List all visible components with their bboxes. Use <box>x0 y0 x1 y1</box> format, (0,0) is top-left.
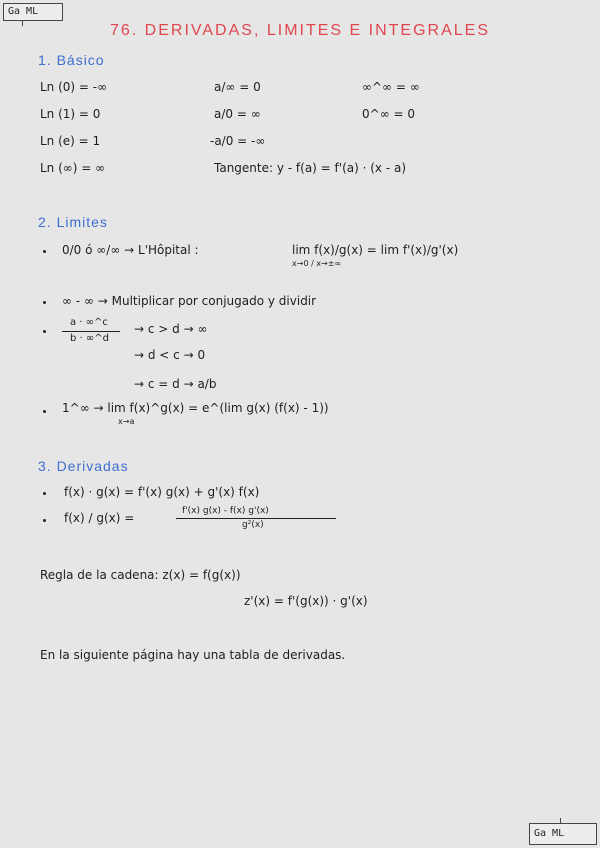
author-tag-text: Ga ML <box>8 6 39 17</box>
limit-ratio-numerator: a · ∞^c <box>70 317 108 328</box>
basic-formula: Ln (∞) = ∞ <box>40 161 106 175</box>
limit-ratio-denominator: b · ∞^d <box>70 333 109 344</box>
bullet <box>43 410 46 413</box>
product-rule: f(x) · g(x) = f'(x) g(x) + g'(x) f(x) <box>64 485 260 499</box>
basic-formula: a/∞ = 0 <box>214 80 261 94</box>
basic-formula: ∞^∞ = ∞ <box>362 80 420 94</box>
quotient-rule-left: f(x) / g(x) = <box>64 511 135 525</box>
tag-tick <box>560 818 561 824</box>
limit-conjugate: ∞ - ∞ → Multiplicar por conjugado y dividir <box>62 294 317 308</box>
basic-formula: Ln (0) = -∞ <box>40 80 108 94</box>
basic-formula: 0^∞ = 0 <box>362 107 416 121</box>
basic-formula: -a/0 = -∞ <box>210 134 266 148</box>
bullet <box>43 492 46 495</box>
author-tag-text: Ga ML <box>534 828 565 839</box>
basic-formula: Ln (1) = 0 <box>40 107 101 121</box>
section-heading-derivatives: 3. Derivadas <box>38 458 129 474</box>
basic-formula: a/0 = ∞ <box>214 107 261 121</box>
derivatives-table-note: En la siguiente página hay una tabla de derivadas. <box>40 648 346 662</box>
limit-lhopital: 0/0 ó ∞/∞ → L'Hôpital : <box>62 243 199 257</box>
section-heading-limits: 2. Limites <box>38 214 108 230</box>
author-tag-top <box>3 3 63 21</box>
page-title: 76. DERIVADAS, LIMITES E INTEGRALES <box>109 22 490 39</box>
bullet <box>43 250 46 253</box>
limit-case: → c > d → ∞ <box>134 322 208 336</box>
limit-one-to-infinity: 1^∞ → lim f(x)^g(x) = e^(lim g(x) (f(x) - 1)) <box>62 401 329 415</box>
tangent-formula: Tangente: y - f(a) = f'(a) · (x - a) <box>214 161 406 175</box>
fraction-line <box>62 331 120 332</box>
limit-case: → c = d → a/b <box>134 377 217 391</box>
chain-rule-result: z'(x) = f'(g(x)) · g'(x) <box>244 594 368 608</box>
fraction-line <box>176 518 336 519</box>
chain-rule-label: Regla de la cadena: z(x) = f(g(x)) <box>40 568 241 582</box>
author-tag-bottom <box>529 823 597 845</box>
section-heading-basic: 1. Básico <box>38 52 105 68</box>
limit-case: → d < c → 0 <box>134 348 206 362</box>
basic-formula: Ln (e) = 1 <box>40 134 101 148</box>
lhopital-limit-expression: lim f(x)/g(x) = lim f'(x)/g'(x) <box>292 243 459 257</box>
limit-subscript: x→a <box>118 417 135 426</box>
quotient-rule-denominator: g²(x) <box>242 520 264 530</box>
bullet <box>43 519 46 522</box>
bullet <box>43 301 46 304</box>
bullet <box>43 330 46 333</box>
quotient-rule-numerator: f'(x) g(x) - f(x) g'(x) <box>182 506 269 516</box>
lhopital-limit-subscript: x→0 / x→±∞ <box>292 259 342 268</box>
